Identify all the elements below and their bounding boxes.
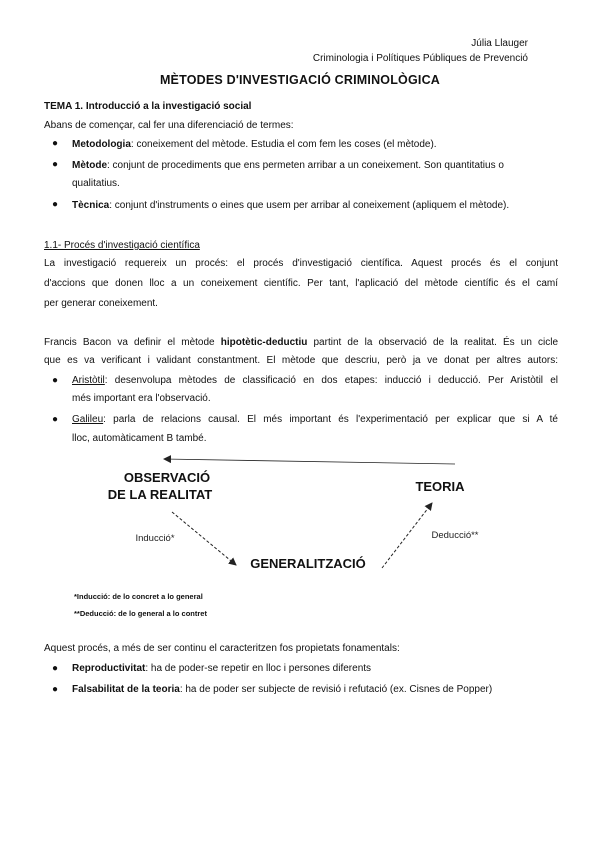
node-observacio: OBSERVACIÓ bbox=[123, 470, 211, 485]
property-name: Reproductivitat bbox=[72, 663, 146, 674]
course-name: Criminologia i Polítiques Públiques de Prevenció bbox=[312, 53, 528, 64]
term-definition-cont: qualitatius. bbox=[72, 178, 120, 189]
term-name: Metodologia bbox=[72, 139, 131, 150]
section-heading: 1.1- Procés d'investigació científica bbox=[44, 240, 200, 251]
author-name-galileu: Galileu bbox=[72, 414, 104, 425]
author-item: Galileu: parla de relacions causal. El més important és l'experimentació per explicar que si A té bbox=[72, 414, 558, 425]
bullet-icon: ● bbox=[52, 159, 59, 170]
paragraph-line: que es va verificant i validant constantment. El mètode que descriu, però ja ve donat per altres autors: bbox=[44, 355, 558, 366]
property-definition: : ha de poder-se repetir en lloc i persones diferents bbox=[145, 663, 372, 674]
footnote-deduccio: **Deducció: de lo general a lo contret bbox=[74, 609, 207, 618]
term-definition: : conjunt de procediments que ens permeten arribar a un coneixement. Son quantitatius o bbox=[107, 160, 504, 171]
label-deduccio: Deducció** bbox=[431, 530, 479, 541]
author-name-aristotil: Aristòtil bbox=[72, 375, 105, 386]
method-name: hipotètic-deductiu bbox=[220, 337, 308, 348]
arrow-induction bbox=[172, 512, 236, 565]
bullet-icon: ● bbox=[52, 414, 59, 425]
property-item bbox=[72, 679, 558, 700]
author-item-cont: més important era l'observació. bbox=[72, 393, 211, 404]
arrow-deduction bbox=[382, 503, 432, 568]
paragraph-line: Francis Bacon va definir el mètode hipotètic-deductiu partint de la observació de la realitat. És un cicle bbox=[44, 337, 559, 348]
node-teoria: TEORIA bbox=[415, 479, 465, 494]
author-name: Júlia Llauger bbox=[471, 38, 528, 49]
intro-text: Abans de començar, cal fer una diferenciació de termes: bbox=[44, 120, 294, 131]
term-definition: : coneixement del mètode. Estudia el com fem les coses (el mètode). bbox=[130, 139, 437, 150]
property-definition: : ha de poder ser subjecte de revisió i refutació (ex. Cisnes de Popper) bbox=[179, 684, 493, 695]
bullet-icon: ● bbox=[52, 684, 59, 695]
label-induccio: Inducció* bbox=[135, 533, 175, 544]
bullet-icon: ● bbox=[52, 138, 59, 149]
page-title: MÈTODES D'INVESTIGACIÓ CRIMINOLÒGICA bbox=[159, 73, 441, 87]
paragraph-line: per generar coneixement. bbox=[44, 298, 158, 309]
bullet-icon: ● bbox=[52, 663, 59, 674]
term-name: Mètode bbox=[72, 160, 107, 171]
paragraph-line: La investigació requereix un procés: el procés d'investigació científica. Aquest procés és el conjunt bbox=[44, 258, 558, 269]
arrow-theory-to-observation bbox=[164, 459, 455, 464]
paragraph-line: d'accions que donen lloc a un coneixement científic. Per tant, l'aplicació del mètode científic és el camí bbox=[44, 278, 558, 289]
node-generalitzacio: GENERALITZACIÓ bbox=[250, 556, 366, 571]
author-item: Aristòtil: desenvolupa mètodes de classificació en dos etapes: inducció i deducció. Per Aristòtil el bbox=[72, 375, 558, 386]
property-item bbox=[72, 658, 558, 679]
bullet-icon: ● bbox=[52, 375, 59, 386]
footnote-induccio: *Inducció: de lo concret a lo general bbox=[74, 592, 203, 601]
bullet-icon: ● bbox=[52, 199, 59, 210]
term-definition: : conjunt d'instruments o eines que usem per arribar al coneixement (apliquem el mètode). bbox=[109, 200, 510, 211]
node-observacio-line2: DE LA REALITAT bbox=[107, 487, 213, 502]
process-text: Aquest procés, a més de ser continu el caracteritzen fos propietats fonamentals: bbox=[44, 643, 400, 654]
tema-label: TEMA 1. bbox=[44, 101, 84, 112]
tema-title: Introducció a la investigació social bbox=[85, 101, 252, 112]
author-item-cont: lloc, automàticament B també. bbox=[72, 433, 207, 444]
property-name: Falsabilitat de la teoria bbox=[72, 684, 180, 695]
term-name: Tècnica bbox=[72, 200, 110, 211]
